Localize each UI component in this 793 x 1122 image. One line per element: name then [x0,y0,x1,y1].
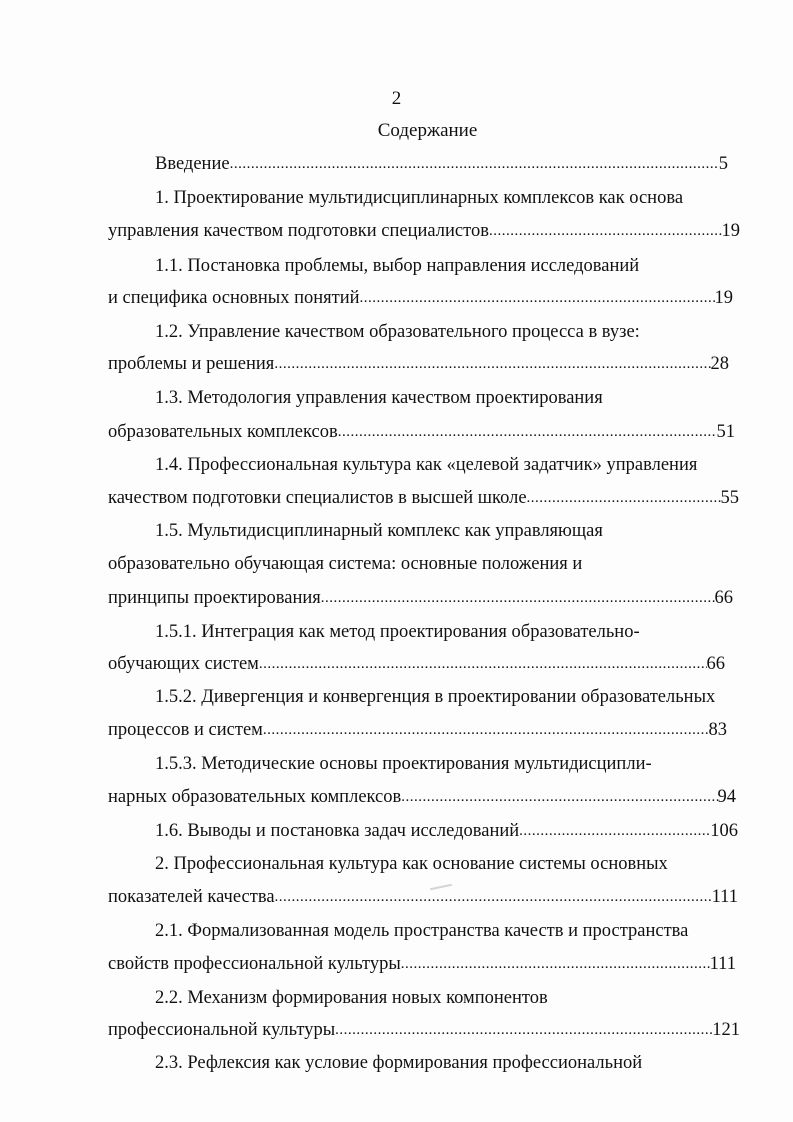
toc-entry-page: 111 [711,887,738,907]
toc-entry-1-5-line-1[interactable]: 1.5. Мультидисциплинарный комплекс как управляющая [155,521,603,541]
page-number: 2 [391,88,402,109]
toc-entry-text: проблемы и решения [108,354,275,374]
toc-entry-page: 19 [714,288,733,308]
dot-leader [489,220,722,242]
toc-entry-text: принципы проектирования [108,588,321,608]
toc-entry-page: 51 [716,422,735,442]
toc-entry-1-4[interactable] [108,487,739,509]
toc-entry-1[interactable] [108,220,740,242]
toc-entry-page: 66 [714,588,733,608]
toc-entry-page: 19 [721,221,740,241]
toc-entry-2-2[interactable] [108,1019,740,1041]
toc-entry-1-6[interactable] [155,820,738,842]
toc-entry-text: профессиональной культуры [108,1020,336,1040]
toc-entry-page: 5 [718,154,728,174]
dot-leader [335,1019,712,1041]
toc-entry-page: 106 [710,821,738,841]
toc-title: Содержание [377,120,478,141]
toc-entry-1-5[interactable] [108,587,733,609]
toc-entry-page: 121 [712,1020,740,1040]
dot-leader [401,786,717,808]
toc-entry-1-4-line-1[interactable]: 1.4. Профессиональная культура как «целевой задатчик» управления [155,455,698,475]
toc-entry-text: качеством подготовки специалистов в высшей школе [108,488,527,508]
toc-entry-1-line-1[interactable]: 1. Проектирование мультидисциплинарных комплексов как основа [155,188,684,208]
dot-leader [401,953,710,975]
toc-entry-1-5-1[interactable] [108,653,725,675]
toc-entry-1-3[interactable] [108,421,735,443]
toc-entry-2-1[interactable] [108,953,736,975]
toc-entry-1-3-line-1[interactable]: 1.3. Методология управления качеством проектирования [155,388,603,408]
dot-leader [274,353,710,375]
toc-entry-1-5-2-line-1[interactable]: 1.5.2. Дивергенция и конвергенция в проектировании образовательных [155,687,716,707]
toc-entry-1-2[interactable] [108,353,729,375]
dot-leader [263,719,709,741]
toc-entry-page: 94 [717,787,736,807]
toc-entry-text: и специфика основных понятий [108,288,360,308]
toc-entry-1-5-1-line-1[interactable]: 1.5.1. Интеграция как метод проектирования образовательно- [155,622,640,642]
toc-entry-text: Введение [155,154,230,174]
toc-entry-1-1[interactable] [108,287,733,309]
toc-entry-text: управления качеством подготовки специалистов [108,221,489,241]
dot-leader [360,287,715,309]
toc-entry-1-5-2[interactable] [108,719,727,741]
toc-entry-2-1-line-1[interactable]: 2.1. Формализованная модель пространства качеств и пространства [155,921,689,941]
toc-entry-text: нарных образовательных комплексов [108,787,402,807]
dot-leader [527,487,721,509]
dot-leader [338,421,717,443]
toc-entry-text: показателей качества [108,887,275,907]
dot-leader [519,820,710,842]
dot-leader [275,886,712,908]
toc-entry-2-2-line-1[interactable]: 2.2. Механизм формирования новых компонентов [155,988,548,1008]
toc-entry-text: образовательных комплексов [108,422,338,442]
toc-entry-page: 28 [710,354,729,374]
toc-entry-page: 83 [708,720,727,740]
toc-entry-intro[interactable] [155,153,728,175]
toc-entry-1-5-line-2[interactable]: образовательно обучающая система: основные положения и [108,554,583,574]
dot-leader [259,653,707,675]
toc-entry-page: 55 [720,488,739,508]
toc-entry-1-2-line-1[interactable]: 1.2. Управление качеством образовательного процесса в вузе: [155,322,640,342]
dot-leader [321,587,715,609]
toc-entry-text: обучающих систем [108,654,259,674]
toc-entry-2-3-line-1[interactable]: 2.3. Рефлексия как условие формирования профессиональной [155,1053,643,1073]
toc-entry-1-5-3[interactable] [108,786,736,808]
toc-entry-2-line-1[interactable]: 2. Профессиональная культура как основание системы основных [155,854,668,874]
dot-leader [230,153,719,175]
toc-entry-page: 111 [709,954,736,974]
toc-entry-2[interactable] [108,886,738,908]
toc-entry-page: 66 [706,654,725,674]
toc-entry-1-5-3-line-1[interactable]: 1.5.3. Методические основы проектирования мультидисципли- [155,754,652,774]
toc-entry-text: 1.6. Выводы и постановка задач исследований [155,821,520,841]
toc-entry-text: процессов и систем [108,720,263,740]
toc-entry-1-1-line-1[interactable]: 1.1. Постановка проблемы, выбор направления исследований [155,256,640,276]
toc-entry-text: свойств профессиональной культуры [108,954,401,974]
